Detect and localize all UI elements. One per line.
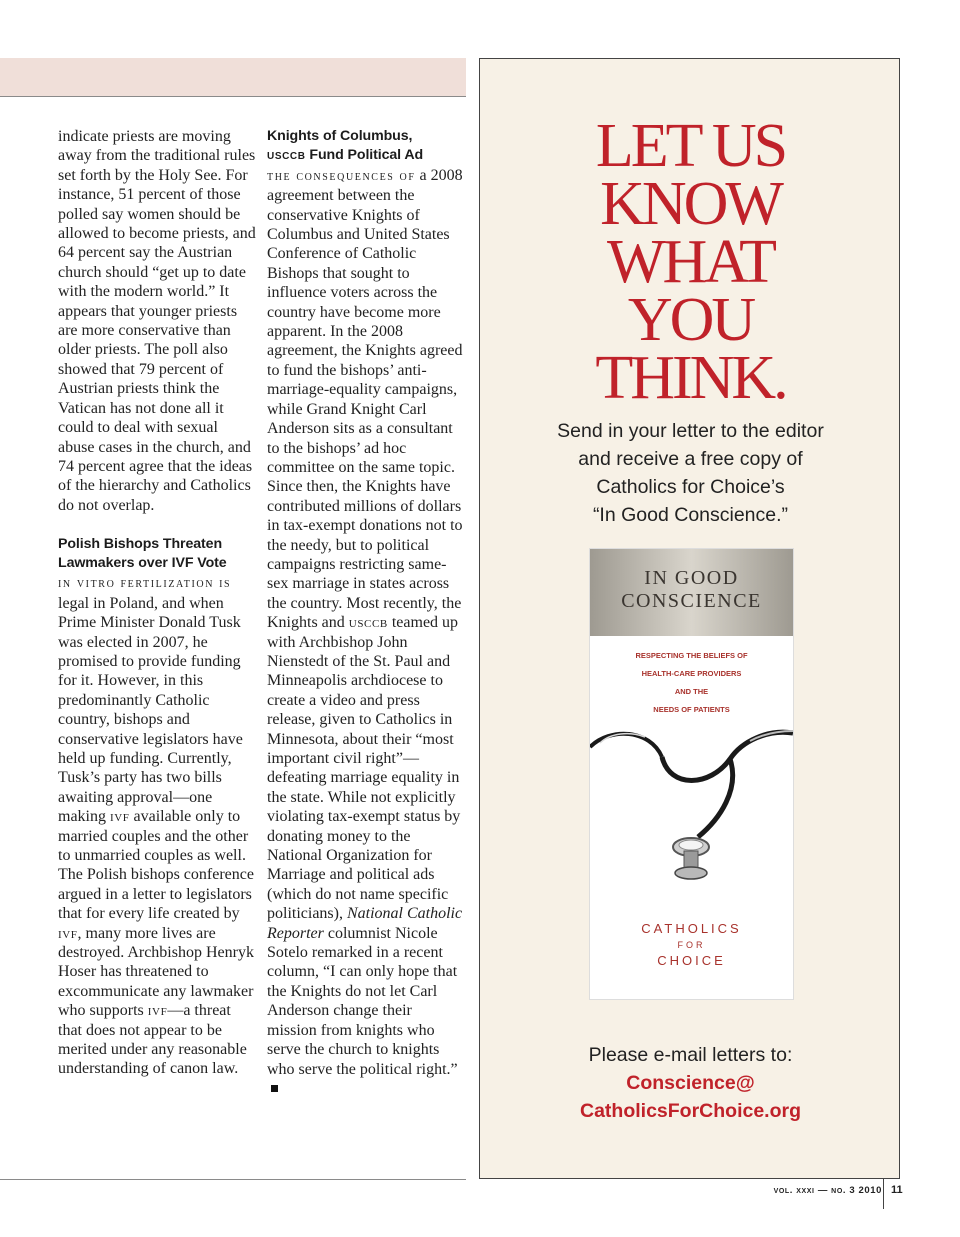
book-subtitle-line: AND THE <box>674 687 709 696</box>
small-caps-abbr: ivf <box>58 924 78 942</box>
paragraph: indicate priests are moving away from the traditional rules set forth by the Holy See. For instance, 51 percent of those polled say women should be allowed to become priests, and 64 percent say the Austrian church should “get up to date with the modern world.” It appears that younger priests are more conservative than older priests. The poll also showed that 79 percent of Austrian priests think the Vatican has not done all it could to deal with sexual abuse cases in the church, and 74 percent agree that the ideas of the hierarchy and Catholics do not overlap. <box>58 128 256 514</box>
book-publisher <box>590 921 793 969</box>
headline-line: THINK. <box>595 344 786 412</box>
text-run: —a threat that does not appear to be merited under any reasonable understanding of canon law. <box>58 1002 247 1078</box>
page-number: 11 <box>891 1184 903 1196</box>
small-caps-lead: the consequences of <box>267 168 416 184</box>
subtitle-line: Catholics for Choice’s <box>596 476 785 498</box>
subtitle-line: and receive a free copy of <box>578 448 803 470</box>
publisher-line: CATHOLICS <box>641 921 742 936</box>
text-run: a 2008 agreement between the conservative Knights of Columbus and United States Conference of Catholic Bishops that sought to influence voters across the country have become more apparent. In the 2008 agreement, the Knights agreed to fund the bishops’ anti-marriage-equality campaigns, while Grand Knight Carl Anderson sits as a consultant to the bishops’ ad hoc committee on the same topic. Since then, the Knights have contributed millions of dollars in tax-exempt donations not to the needy, but to political campaigns restricting same-sex marriage in states across the country. Most recently, the Knights and <box>267 166 463 632</box>
small-caps-abbr: usccb <box>348 614 388 632</box>
issue-info <box>774 1185 882 1196</box>
email-link[interactable]: CatholicsForChoice.org <box>579 1100 802 1122</box>
text-run: available only to married couples and the other to unmarried couples as well. The Polish bishops conference argued in a letter to legislators that for every life created by <box>58 808 254 923</box>
email-link[interactable]: Conscience@ <box>626 1072 755 1094</box>
advertisement <box>479 58 900 1179</box>
publisher-line: FOR <box>677 940 706 950</box>
text-run: , many more lives are destroyed. Archbishop Henryk Hoser has threatened to excommunicate any lawmaker who supports <box>58 924 254 1020</box>
subtitle-line: “In Good Conscience.” <box>592 504 789 526</box>
headline-line: YOU <box>627 286 754 354</box>
headline-line: WHAT <box>606 228 775 296</box>
small-caps-abbr: ivf <box>110 808 130 826</box>
text-run: columnist Nicole Sotelo remarked in a recent column, “I can only hope that the Knights do not let Carl Anderson change their mission from knights who serve the church to knights who serve the political right.” <box>267 924 458 1078</box>
stethoscope-icon <box>590 719 793 909</box>
ad-headline <box>480 112 901 412</box>
small-caps-abbr: ivf <box>147 1002 168 1020</box>
headline-line: KNOW <box>600 170 781 238</box>
small-caps-lead: in vitro fertilization is <box>58 576 232 592</box>
section-heading: Polish Bishops Threaten Lawmakers over IVF Vote <box>58 535 227 571</box>
article-column-1 <box>58 127 258 1079</box>
section-heading <box>267 127 465 166</box>
publication-name: National Catholic Reporter <box>267 905 463 942</box>
paragraph <box>267 166 465 1099</box>
headline-line: LET US <box>595 112 786 180</box>
end-mark <box>271 1085 278 1092</box>
ad-contact <box>480 1041 901 1125</box>
text-run: teamed up with Archbishop John Nienstedt of the St. Paul and Minneapolis archdiocese to create a video and press release, given to Catholics in Minnesota, about their “most important civil right”—defeating marriage equality in the state. While not explicitly violating tax-exempt status by donating money to the National Organization for Marriage and political ads (which do not name specific politicians), <box>267 614 461 923</box>
publisher-line: CHOICE <box>657 953 726 968</box>
header-band <box>0 58 466 97</box>
footer-rule <box>0 1179 466 1180</box>
article-column-2 <box>267 127 465 1098</box>
book-title-line: CONSCIENCE <box>621 590 762 612</box>
subtitle-line: Send in your letter to the editor <box>557 420 824 442</box>
ad-subtitle <box>500 417 881 529</box>
book-title <box>590 567 793 613</box>
small-caps-abbr: usccb <box>267 147 306 164</box>
book-subtitle-line: RESPECTING THE BELIEFS OF <box>635 651 748 660</box>
book-subtitle-line: HEALTH-CARE PROVIDERS <box>641 669 742 678</box>
footer-divider <box>883 1179 884 1209</box>
heading-line: Fund Political Ad <box>309 147 424 164</box>
text-run: legal in Poland, and when Prime Minister Donald Tusk was elected in 2007, he promised to provide funding for it. However, in this predominantly Catholic country, bishops and conservative legislators have held up funding. Currently, Tusk’s party has two bills awaiting approval—one making <box>58 594 243 826</box>
book-subtitle <box>590 647 793 719</box>
book-title-line: IN GOOD <box>644 567 739 589</box>
heading-line: Knights of Columbus, <box>267 128 413 144</box>
contact-label: Please e-mail letters to: <box>588 1044 793 1066</box>
book-subtitle-line: NEEDS OF PATIENTS <box>653 705 730 714</box>
paragraph <box>58 573 258 1079</box>
book-cover <box>590 549 793 999</box>
volume-text: vol. xxxi — no. 3 2010 <box>773 1185 882 1196</box>
